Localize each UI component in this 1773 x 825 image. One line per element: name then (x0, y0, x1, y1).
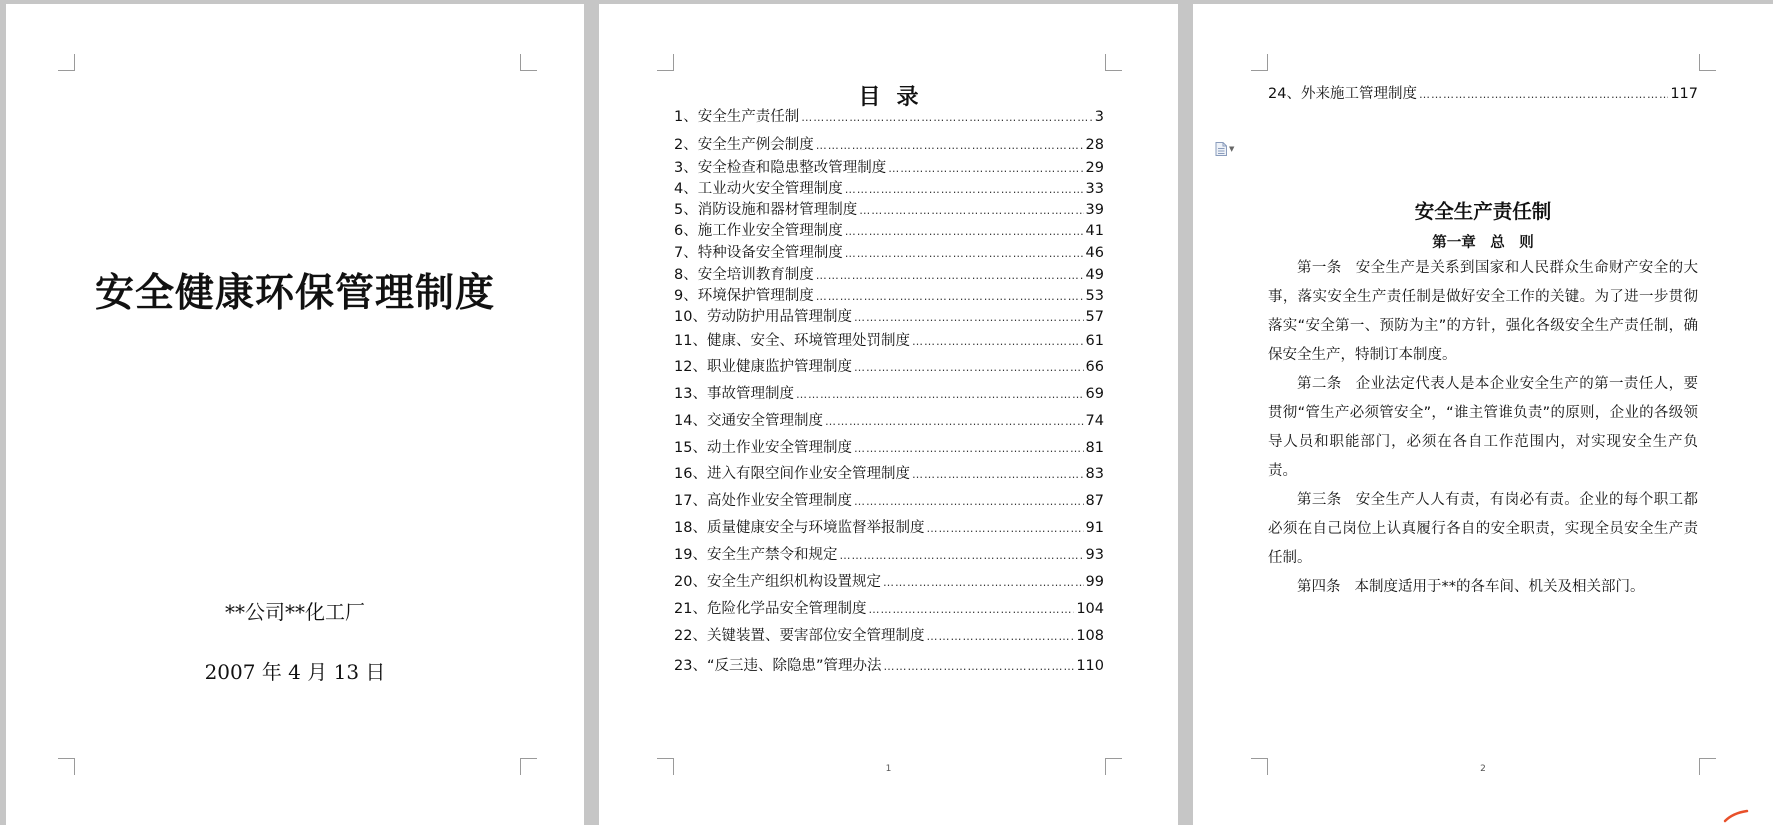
article-label: 第一条 (1297, 260, 1342, 276)
toc-entry-page: 83 (1085, 466, 1104, 482)
toc-entry-title: 20、安全生产组织机构设置规定 (674, 574, 881, 590)
toc-entry-page: 87 (1085, 493, 1104, 509)
toc-entry-page: 99 (1085, 574, 1104, 590)
article-list (1268, 254, 1698, 602)
toc-entry-title: 10、劳动防护用品管理制度 (674, 309, 852, 325)
page-number: 1 (885, 764, 892, 774)
toc-entry[interactable] (674, 331, 1104, 351)
toc-entry-page: 46 (1085, 245, 1104, 261)
toc-entry[interactable] (674, 626, 1104, 646)
crop-mark-top-right (1699, 54, 1716, 71)
crop-mark-top-left (58, 54, 75, 71)
chevron-down-icon: ▼ (1229, 145, 1235, 153)
toc-entry-title: 22、关键装置、要害部位安全管理制度 (674, 628, 925, 644)
toc-leader (883, 657, 1074, 677)
article-1 (1268, 254, 1698, 370)
toc-entry[interactable] (674, 518, 1104, 538)
toc-entry-page: 33 (1085, 181, 1104, 197)
toc-entry-title: 17、高处作业安全管理制度 (674, 493, 852, 509)
toc-entry-title: 16、进入有限空间作业安全管理制度 (674, 466, 910, 482)
toc-leader (845, 222, 1084, 242)
toc-entry-page: 49 (1085, 267, 1104, 283)
toc-entry-page: 3 (1094, 109, 1104, 125)
toc-leader (845, 180, 1084, 200)
toc-entry[interactable] (674, 656, 1104, 676)
toc-entry-title: 15、动土作业安全管理制度 (674, 440, 852, 456)
toc-entry-title: 5、消防设施和器材管理制度 (674, 202, 858, 218)
toc-leader (926, 519, 1083, 539)
toc-entry-page: 81 (1085, 440, 1104, 456)
crop-mark-top-left (657, 54, 674, 71)
article-label: 第三条 (1297, 492, 1342, 508)
crop-mark-top-right (520, 54, 537, 71)
toc-entry-title: 12、职业健康监护管理制度 (674, 359, 852, 375)
toc-entry[interactable] (674, 265, 1104, 285)
toc-leader (816, 266, 1084, 286)
section-heading: 安全生产责任制 (1414, 200, 1552, 223)
toc-entry-title: 18、质量健康安全与环境监督举报制度 (674, 520, 925, 536)
toc-entry-page: 29 (1085, 160, 1104, 176)
toc-entry-page: 74 (1085, 413, 1104, 429)
toc-entry-page: 53 (1085, 288, 1104, 304)
toc-entry[interactable] (1268, 84, 1698, 104)
crop-mark-top-right (1105, 54, 1122, 71)
toc-page (599, 4, 1178, 825)
article-text: 企业法定代表人是本企业安全生产的第一责任人，要贯彻“管生产必须管安全”，“谁主管谁负责”的原则，企业的各级领导人员和职能部门，必须在各自工作范围内，对实现安全生产负责。 (1268, 376, 1699, 479)
toc-entry-title: 14、交通安全管理制度 (674, 413, 823, 429)
article-3 (1268, 486, 1698, 573)
toc-entry[interactable] (674, 243, 1104, 263)
toc-entry[interactable] (674, 179, 1104, 199)
crop-mark-bottom-left (58, 758, 75, 775)
article-text: 安全生产是关系到国家和人民群众生命财产安全的大事，落实安全生产责任制是做好安全工作的关键。为了进一步贯彻落实“安全第一、预防为主”的方针，强化各级安全生产责任制，确保安全生产，特制订本制度。 (1268, 260, 1699, 363)
crop-mark-top-left (1251, 54, 1268, 71)
toc-leader (868, 600, 1074, 620)
toc-entry-title: 8、安全培训教育制度 (674, 267, 814, 283)
toc-leader (825, 412, 1084, 432)
toc-entry-page: 69 (1085, 386, 1104, 402)
toc-entry-page: 57 (1085, 309, 1104, 325)
toc-leader (816, 287, 1084, 307)
cover-page (6, 4, 584, 825)
toc-entry-page: 28 (1085, 137, 1104, 153)
toc-entry-title: 3、安全检查和隐患整改管理制度 (674, 160, 887, 176)
toc-leader (859, 201, 1083, 221)
red-mark-icon (1723, 809, 1749, 823)
toc-leader (839, 546, 1083, 566)
toc-entry[interactable] (674, 135, 1104, 155)
toc-entry[interactable] (674, 200, 1104, 220)
toc-leader (816, 136, 1084, 156)
toc-title: 目录 (858, 84, 935, 110)
cover-date: 2007 年 4 月 13 日 (204, 660, 386, 684)
toc-leader (883, 573, 1084, 593)
toc-entry[interactable] (674, 599, 1104, 619)
page-number: 2 (1480, 764, 1486, 774)
toc-leader (888, 159, 1083, 179)
content-page (1193, 4, 1773, 825)
toc-entry-page: 110 (1076, 658, 1104, 674)
article-4 (1268, 573, 1698, 602)
toc-entry-title: 19、安全生产禁令和规定 (674, 547, 838, 563)
article-label: 第四条 (1297, 579, 1341, 595)
toc-entry-title: 11、健康、安全、环境管理处罚制度 (674, 333, 910, 349)
toc-leader (796, 385, 1084, 405)
toc-entry-title: 21、危险化学品安全管理制度 (674, 601, 867, 617)
toc-leader (854, 439, 1084, 459)
toc-entry[interactable] (674, 384, 1104, 404)
cover-organization: **公司**化工厂 (225, 600, 365, 624)
article-2 (1268, 370, 1698, 486)
cover-title: 安全健康环保管理制度 (94, 271, 495, 316)
toc-leader (854, 358, 1084, 378)
toc-entry-title: 13、事故管理制度 (674, 386, 794, 402)
chapter-heading: 第一章 总 则 (1432, 235, 1534, 251)
toc-leader (854, 492, 1084, 512)
paragraph-menu-button[interactable] (1215, 142, 1234, 156)
toc-entry-title: 9、环境保护管理制度 (674, 288, 814, 304)
toc-entry-page: 117 (1670, 86, 1698, 102)
toc-entry-page: 93 (1085, 547, 1104, 563)
toc-leader (912, 332, 1084, 352)
toc-entry[interactable] (674, 357, 1104, 377)
toc-entry-page: 91 (1085, 520, 1104, 536)
toc-entry-title: 1、安全生产责任制 (674, 109, 800, 125)
toc-leader (926, 627, 1074, 647)
toc-entry[interactable] (674, 545, 1104, 565)
crop-mark-bottom-right (520, 758, 537, 775)
toc-entry-title: 4、工业动火安全管理制度 (674, 181, 843, 197)
toc-entry-page: 108 (1076, 628, 1104, 644)
toc-entry-page: 61 (1085, 333, 1104, 349)
toc-entry-title: 24、外来施工管理制度 (1268, 86, 1417, 102)
toc-entry[interactable] (674, 158, 1104, 178)
toc-entry-title: 23、“反三违、除隐患”管理办法 (674, 658, 882, 674)
article-text: 本制度适用于**的各车间、机关及相关部门。 (1354, 579, 1645, 595)
toc-entry-page: 41 (1085, 223, 1104, 239)
article-text: 安全生产人人有责，有岗必有责。企业的每个职工都必须在自己岗位上认真履行各自的安全职责，实现全员安全生产责任制。 (1268, 492, 1699, 566)
toc-entry-page: 104 (1076, 601, 1104, 617)
toc-entry-page: 39 (1085, 202, 1104, 218)
toc-entry-title: 2、安全生产例会制度 (674, 137, 814, 153)
document-icon (1215, 142, 1227, 156)
toc-leader (854, 308, 1084, 328)
toc-entry[interactable] (674, 464, 1104, 484)
toc-leader (801, 108, 1093, 128)
article-label: 第二条 (1297, 376, 1342, 392)
toc-entry-title: 6、施工作业安全管理制度 (674, 223, 843, 239)
toc-entry-title: 7、特种设备安全管理制度 (674, 245, 843, 261)
toc-entry[interactable] (674, 286, 1104, 306)
toc-leader (912, 465, 1084, 485)
toc-entry[interactable] (674, 221, 1104, 241)
toc-entry[interactable] (674, 438, 1104, 458)
toc-entry[interactable] (674, 491, 1104, 511)
toc-leader (845, 244, 1084, 264)
toc-entry-page: 66 (1085, 359, 1104, 375)
toc-entry[interactable] (674, 411, 1104, 431)
toc-entry[interactable] (674, 307, 1104, 327)
toc-leader (1419, 85, 1668, 105)
toc-entry[interactable] (674, 572, 1104, 592)
toc-entry[interactable] (674, 107, 1104, 127)
